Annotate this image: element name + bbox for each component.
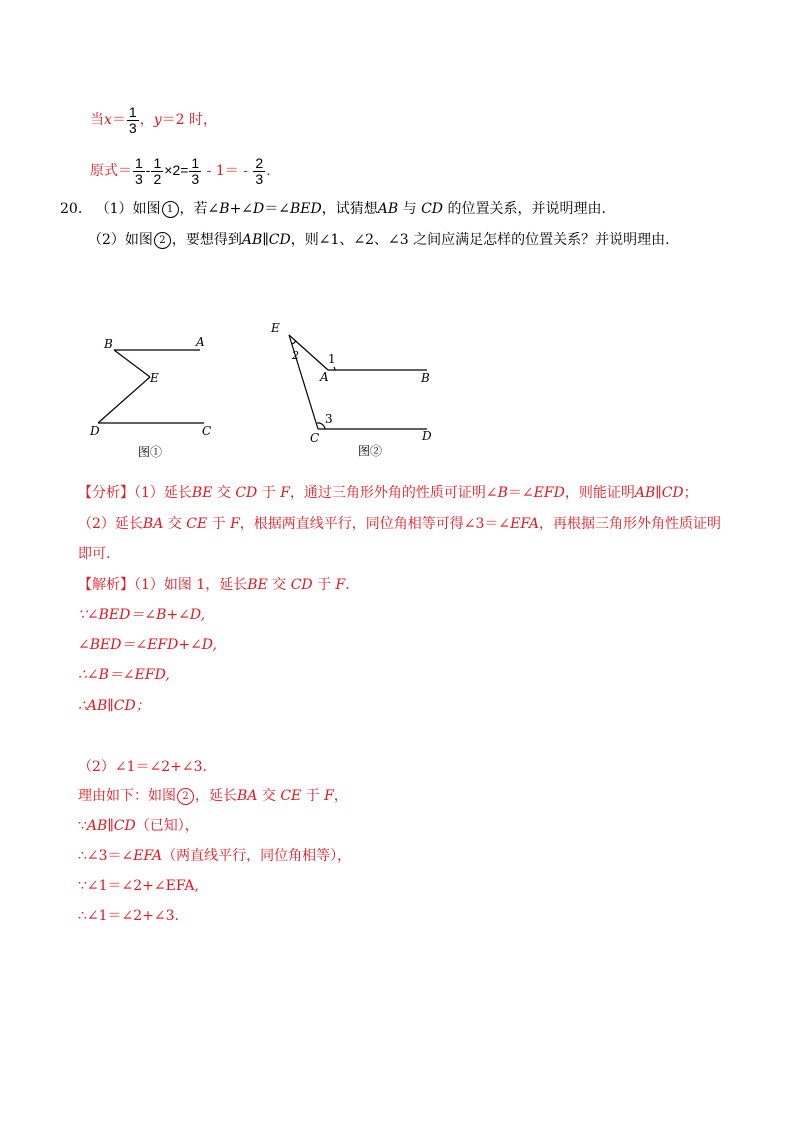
label-E: E bbox=[150, 371, 159, 385]
an-F2: F bbox=[230, 516, 240, 532]
angle-2-arc bbox=[292, 341, 296, 344]
an-jiao2: 交 bbox=[167, 516, 182, 532]
frac-1-den: 3 bbox=[135, 170, 143, 187]
circled-one: 1 bbox=[162, 201, 179, 218]
q20-p1-b: ，若∠ bbox=[179, 201, 220, 217]
analysis-tag: 【分析】 bbox=[78, 485, 134, 501]
q20-p2-c: ，则∠1、∠2、∠3 之间应满足怎样的位置关系？并说明理由. bbox=[290, 232, 670, 248]
an-BE: BE bbox=[191, 485, 213, 501]
q20-p1-c: ，试猜想 bbox=[321, 201, 378, 217]
label-B: B bbox=[421, 371, 430, 385]
q20-part2 bbox=[88, 230, 670, 250]
label-D: D bbox=[90, 424, 100, 438]
label-3: 3 bbox=[325, 412, 333, 426]
x-var: x bbox=[104, 112, 112, 128]
sol-s8-b: AB∥CD bbox=[86, 818, 136, 834]
analysis-line-1 bbox=[78, 483, 698, 503]
solution-line-7 bbox=[78, 786, 348, 806]
orig-label: 原式＝ bbox=[90, 163, 132, 179]
frac-4 bbox=[253, 156, 265, 187]
mid-expr: - 1＝ - bbox=[202, 163, 248, 179]
figure-1 bbox=[80, 325, 230, 460]
question-number: 20. bbox=[60, 201, 83, 217]
solution-line-10: ∵∠1＝∠2+∠EFA, bbox=[78, 878, 199, 894]
q20-and: 与 bbox=[402, 201, 417, 217]
solution-line-4: ∴∠B＝∠EFD, bbox=[78, 667, 170, 683]
sol-s7-b: ，延长 bbox=[195, 788, 237, 804]
an-l1-b: ，通过三角形外角的性质可证明∠ bbox=[289, 485, 498, 501]
sol-s1-a: （1）如图 1，延长 bbox=[134, 577, 248, 593]
sol-BE: BE bbox=[247, 577, 268, 593]
y-var: y bbox=[153, 112, 162, 128]
q20-p1-a: （1）如图 bbox=[95, 201, 161, 217]
figure-2-caption: 图② bbox=[358, 444, 383, 458]
an-CD: CD bbox=[235, 485, 258, 501]
sol-yu: 于 bbox=[317, 577, 332, 593]
an-semi: ； bbox=[683, 485, 698, 501]
an-ABCD: AB∥CD bbox=[634, 485, 684, 501]
an-jiao: 交 bbox=[216, 485, 231, 501]
q20-part1 bbox=[60, 199, 606, 219]
solution-line-1 bbox=[78, 575, 350, 595]
an-EFD: EFD bbox=[533, 485, 565, 501]
sol-s7-a: 理由如下：如图 bbox=[78, 788, 176, 804]
q20-D: D bbox=[253, 201, 265, 217]
analysis-line-3 bbox=[78, 544, 110, 564]
frac-3 bbox=[189, 156, 201, 187]
sol-BA: BA bbox=[237, 788, 258, 804]
frac-4-num: 2 bbox=[255, 154, 264, 171]
minus: - bbox=[145, 162, 151, 178]
frac-3-den: 3 bbox=[191, 170, 200, 187]
line-BE bbox=[114, 350, 150, 377]
an-l2-c: ，再根据三角形外角性质证明 bbox=[539, 516, 721, 532]
label-A: A bbox=[320, 370, 329, 384]
frac-3-num: 1 bbox=[191, 154, 200, 171]
x-frac-num: 1 bbox=[128, 103, 137, 120]
times-two: ×2= bbox=[164, 162, 189, 178]
an-EFA: EFA bbox=[510, 516, 539, 532]
q20-BED: BED bbox=[290, 201, 322, 217]
an-yu: 于 bbox=[261, 485, 276, 501]
sol-F2: F bbox=[324, 788, 334, 804]
q20-p1-d: 的位置关系，并说明理由. bbox=[447, 201, 606, 217]
sol-jiao2: 交 bbox=[261, 788, 276, 804]
solution-line-2: ∵∠BED＝∠B+∠D, bbox=[78, 607, 206, 623]
frac-1 bbox=[133, 156, 145, 187]
cond-prefix: 当 bbox=[90, 112, 104, 128]
end-dot: . bbox=[266, 163, 271, 179]
q20-plus: +∠ bbox=[229, 201, 254, 217]
frac-4-den: 3 bbox=[255, 170, 264, 187]
frac-1-num: 1 bbox=[135, 154, 143, 171]
sol-F: F bbox=[335, 577, 346, 593]
an-l3: 即可. bbox=[78, 546, 111, 562]
sol-s9-c: （两直线平行，同位角相等）， bbox=[162, 848, 352, 864]
line-ED bbox=[98, 377, 150, 423]
y-rest: ＝2 时， bbox=[161, 112, 217, 128]
q20-p2-b: ，要想得到 bbox=[171, 232, 242, 248]
label-C: C bbox=[202, 424, 212, 438]
an-BA: BA bbox=[142, 516, 164, 532]
x-fraction bbox=[127, 105, 139, 136]
an-CE: CE bbox=[186, 516, 208, 532]
an-yu2: 于 bbox=[211, 516, 226, 532]
solution-line-8 bbox=[78, 816, 199, 836]
eq-sign: ＝ bbox=[111, 112, 126, 128]
q20-p2-a: （2）如图 bbox=[88, 232, 153, 248]
sol-CD: CD bbox=[290, 577, 313, 593]
sol-s9-b: EFA bbox=[133, 848, 163, 864]
sol-jiao: 交 bbox=[272, 577, 287, 593]
sol-dot: . bbox=[345, 577, 350, 593]
q20-AB: AB bbox=[377, 201, 399, 217]
analysis-line-2 bbox=[78, 514, 721, 534]
condition-line bbox=[90, 100, 217, 140]
an-l1-c: ，则能证明 bbox=[564, 485, 635, 501]
solution-line-9 bbox=[78, 846, 351, 866]
an-eq: ＝∠ bbox=[507, 485, 534, 501]
sol-s8-a: ∵ bbox=[78, 818, 87, 834]
label-A: A bbox=[196, 335, 205, 349]
sol-s8-c: （已知）， bbox=[135, 818, 199, 834]
sol-CE: CE bbox=[280, 788, 302, 804]
frac-2-den: 2 bbox=[153, 170, 162, 187]
frac-2 bbox=[151, 156, 163, 187]
an-l2-b: ，根据两直线平行，同位角相等可得∠3＝∠ bbox=[239, 516, 511, 532]
q20-CD: CD bbox=[421, 201, 443, 217]
label-2: 2 bbox=[292, 349, 299, 362]
label-1: 1 bbox=[328, 352, 336, 366]
x-frac-den: 3 bbox=[128, 119, 137, 136]
solution-line-6: （2）∠1＝∠2+∠3. bbox=[78, 759, 208, 775]
original-expression-line bbox=[90, 150, 271, 191]
figure-1-caption: 图① bbox=[138, 445, 163, 459]
circled-two: 2 bbox=[154, 232, 171, 249]
an-F: F bbox=[280, 485, 290, 501]
circled-two-red: 2 bbox=[177, 788, 194, 805]
an-B: B bbox=[497, 485, 508, 501]
label-B: B bbox=[104, 337, 113, 351]
solution-line-5: ∴AB∥CD； bbox=[78, 698, 150, 714]
label-C: C bbox=[310, 431, 320, 445]
frac-2-num: 1 bbox=[153, 154, 162, 171]
solution-tag: 【解析】 bbox=[78, 577, 134, 593]
label-E: E bbox=[271, 321, 280, 335]
an-l2-a: （2）延长 bbox=[78, 516, 143, 532]
sol-comma: ， bbox=[333, 788, 348, 804]
solution-line-3: ∠BED＝∠EFD+∠D, bbox=[78, 637, 217, 653]
sol-s9-a: ∴∠3＝∠ bbox=[78, 848, 134, 864]
sep: ， bbox=[139, 112, 154, 128]
solution-line-11: ∴∠1＝∠2+∠3. bbox=[78, 908, 180, 924]
sol-yu2: 于 bbox=[305, 788, 320, 804]
label-D: D bbox=[422, 429, 432, 443]
q20-ab-parallel-cd: AB∥CD bbox=[241, 232, 291, 248]
q20-eq: ＝∠ bbox=[264, 201, 291, 217]
q20-B: B bbox=[219, 201, 230, 217]
figure-2 bbox=[255, 315, 450, 460]
an-l1-a: （1）延长 bbox=[134, 485, 192, 501]
